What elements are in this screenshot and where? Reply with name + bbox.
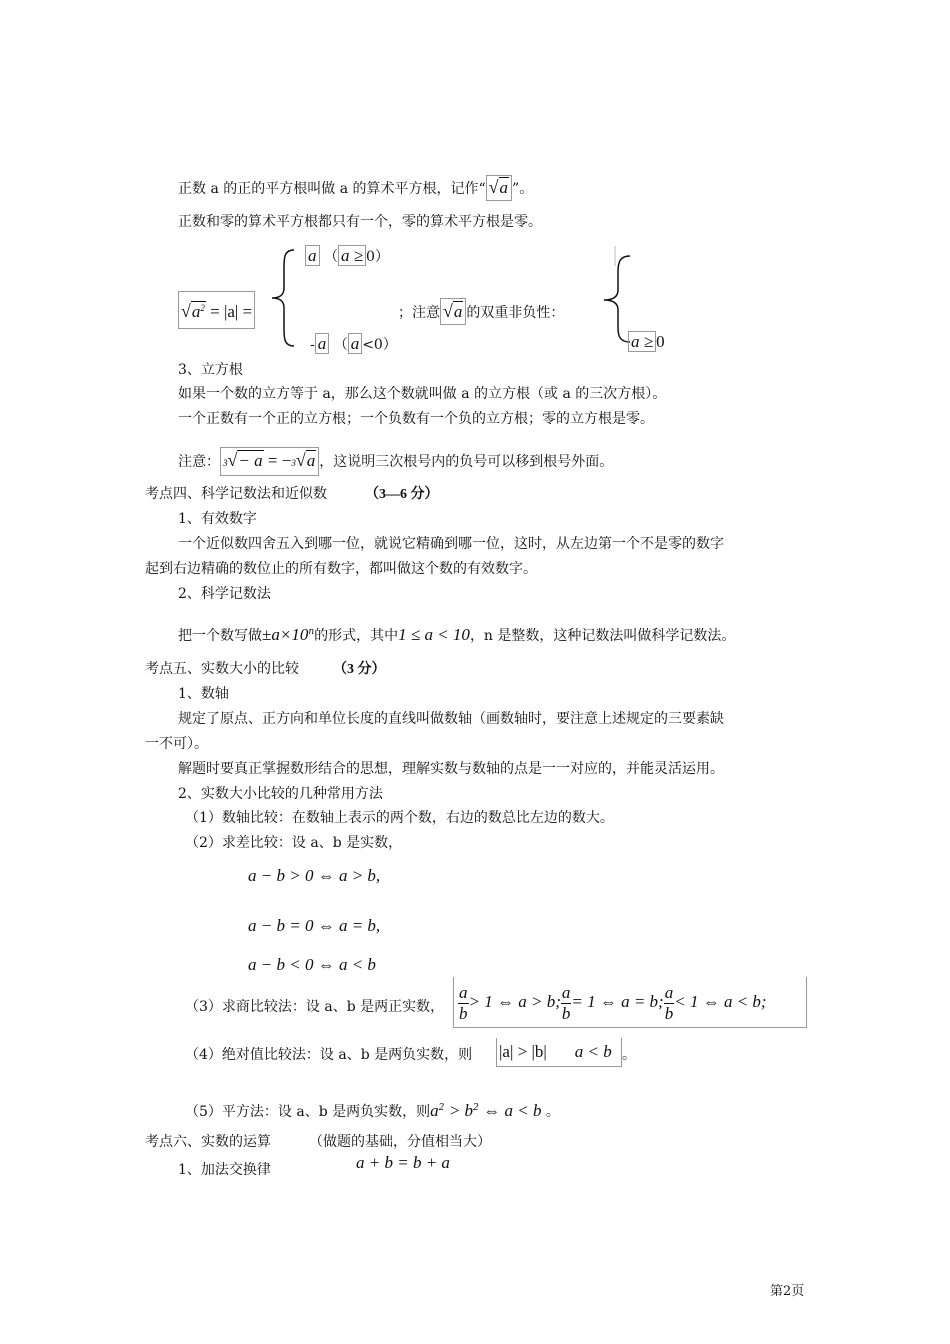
- number-line-def-1: 规定了原点、正方向和单位长度的直线叫做数轴（画数轴时，要注意上述规定的三要素缺: [178, 711, 724, 727]
- number-line-def-2: 一不可）。: [145, 736, 208, 752]
- diff-formula-1: a − b > 0 ⇔ a > b,: [248, 866, 381, 885]
- sqrt-definition: 正数 a 的正的平方根叫做 a 的算术平方根，记作“ √a ”。: [178, 175, 533, 201]
- cube-root-note: 注意： 3√− a = −3√a ，这说明三次根号内的负号可以移到根号外面。: [178, 447, 613, 476]
- abs-compare-period: 。: [622, 1047, 636, 1063]
- abs-compare-formula: |a| > |b| a < b: [496, 1038, 622, 1067]
- page-number: 第2页: [770, 1284, 805, 1299]
- cube-root-property: 一个正数有一个正的立方根；一个负数有一个负的立方根；零的立方根是零。: [178, 411, 654, 427]
- sig-digits-def-2: 起到右边精确的数位止的所有数字，都叫做这个数的有效数字。: [145, 561, 537, 577]
- diff-formula-3: a − b < 0 ⇔ a < b: [248, 955, 376, 974]
- sci-notation-def: 把一个数写做$\pm a\times 10^n$的形式，其中1 ≤ a < 10，n 是整数，这种记数法叫做科学记数法。: [178, 625, 736, 644]
- section-5-heading: 考点五、实数大小的比较 （3 分）: [145, 661, 386, 677]
- compare-method-1: （1）数轴比较：在数轴上表示的两个数，右边的数总比左边的数大。: [185, 810, 614, 826]
- compare-method-2: （2）求差比较：设 a、b 是实数，: [185, 835, 403, 851]
- section-4-heading: 考点四、科学记数法和近似数 （3—6 分）: [145, 486, 439, 502]
- cube-root-definition: 如果一个数的立方等于 a，那么这个数就叫做 a 的立方根（或 a 的三次方根）。: [178, 386, 667, 402]
- compare-method-3: （3）求商比较法：设 a、b 是两正实数，: [185, 999, 445, 1015]
- compare-method-4: （4）绝对值比较法：设 a、b 是两负实数，则: [185, 1047, 473, 1063]
- sig-digits-heading: 1、有效数字: [178, 511, 257, 527]
- case-negative: - a （ a <0）: [310, 334, 397, 353]
- sqrt-a2-formula: $√a^2 = |a|$ =: [178, 291, 255, 329]
- compare-methods-heading: 2、实数大小比较的几种常用方法: [178, 786, 383, 802]
- add-commutative-heading: 1、加法交换律: [178, 1162, 271, 1178]
- sci-notation-heading: 2、科学记数法: [178, 586, 271, 602]
- case-positive: a （ a ≥ 0）: [305, 246, 389, 267]
- nonneg-condition: a ≥ 0: [628, 332, 665, 353]
- sig-digits-def-1: 一个近似数四舍五入到哪一位，就说它精确到哪一位，这时，从左边第一个不是零的数字: [178, 536, 724, 552]
- section-6-heading: 考点六、实数的运算 （做题的基础，分值相当大）: [145, 1134, 491, 1150]
- quotient-formula: $\frac{a}{b}$ > 1 ⇔ a > b; $\frac{a}{b}$ = 1 ⇔ a = b; $\frac{a}{b}$ < 1 ⇔ a < b;: [453, 977, 807, 1028]
- diff-formula-2: a − b = 0 ⇔ a = b,: [248, 916, 381, 935]
- sqrt-a-box: √a: [486, 175, 512, 201]
- double-nonneg-note: ；注意 √a 的双重非负性：: [398, 298, 564, 325]
- add-commutative-formula: a + b = b + a: [356, 1153, 450, 1172]
- sqrt-uniqueness: 正数和零的算术平方根都只有一个，零的算术平方根是零。: [178, 214, 542, 230]
- number-line-tip: 解题时要真正掌握数形结合的思想，理解实数与数轴的点是一一对应的，并能灵活运用。: [178, 761, 724, 777]
- left-brace: [268, 248, 298, 348]
- cube-root-heading: 3、立方根: [178, 362, 243, 378]
- number-line-heading: 1、数轴: [178, 686, 229, 702]
- compare-method-5: （5）平方法：设 a、b 是两负实数，则$a^2 > b^2$ ⇔ a < b 。: [185, 1101, 560, 1120]
